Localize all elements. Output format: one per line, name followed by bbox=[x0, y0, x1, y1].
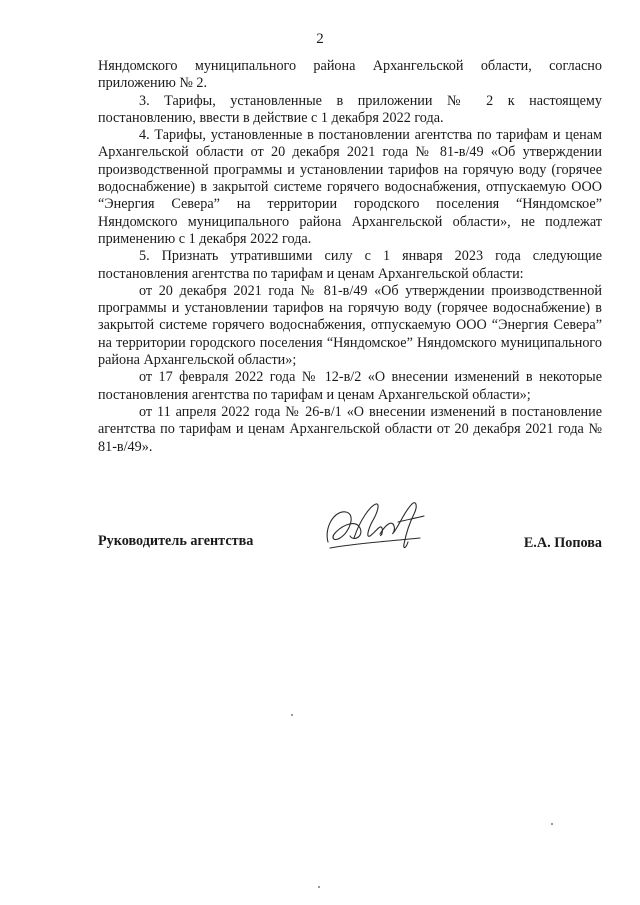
paragraph-item-3: 3. Тарифы, установленные в приложении № 2 к настоящему постановлению, ввести в действие с 1 декабря 2022 года. bbox=[98, 92, 602, 126]
page-number: 2 bbox=[316, 31, 324, 47]
list-item: от 11 апреля 2022 года № 26-в/1 «О внесении изменений в постановление агентства по тарифам и ценам Архангельской области от 20 декабря 2021 года № 81-в/49». bbox=[98, 403, 602, 455]
list-item: от 20 декабря 2021 года № 81-в/49 «Об утверждении производственной программы и установлении тарифов на горячую воду (горячее водоснабжение) в закрытой системе горячего водоснабжения, отпускаемую ООО “Энергия Севера” на территории городского поселения “Няндомское” Няндомского муниципального района Архангельской области»; bbox=[98, 282, 602, 369]
paragraph-item-5: 5. Признать утратившими силу с 1 января 2023 года следующие постановления агентства по тарифам и ценам Архангельской области: bbox=[98, 248, 602, 282]
scan-speck bbox=[551, 823, 553, 825]
scan-speck bbox=[318, 886, 320, 888]
list-item: от 17 февраля 2022 года № 12-в/2 «О внесении изменений в некоторые постановления агентства по тарифам и ценам Архангельской области»; bbox=[98, 369, 602, 403]
signatory-role: Руководитель агентства bbox=[98, 533, 254, 549]
scan-speck bbox=[291, 714, 293, 716]
signature-block bbox=[98, 533, 602, 553]
signatory-name: Е.А. Попова bbox=[523, 535, 602, 551]
document-body bbox=[98, 58, 602, 456]
paragraph-item-4: 4. Тарифы, установленные в постановлении агентства по тарифам и ценам Архангельской области от 20 декабря 2021 года № 81-в/49 «Об утверждении производственной программы и установлении тарифов на горячую воду (горячее водоснабжение) в закрытой системе горячего водоснабжения, отпускаемую ООО “Энергия Севера” на территории городского поселения “Няндомское” Няндомского муниципального района Архангельской области», не подлежат применению с 1 декабря 2022 года. bbox=[98, 127, 602, 247]
paragraph-continuation: Няндомского муниципального района Архангельской области, согласно приложению № 2. bbox=[98, 58, 602, 92]
